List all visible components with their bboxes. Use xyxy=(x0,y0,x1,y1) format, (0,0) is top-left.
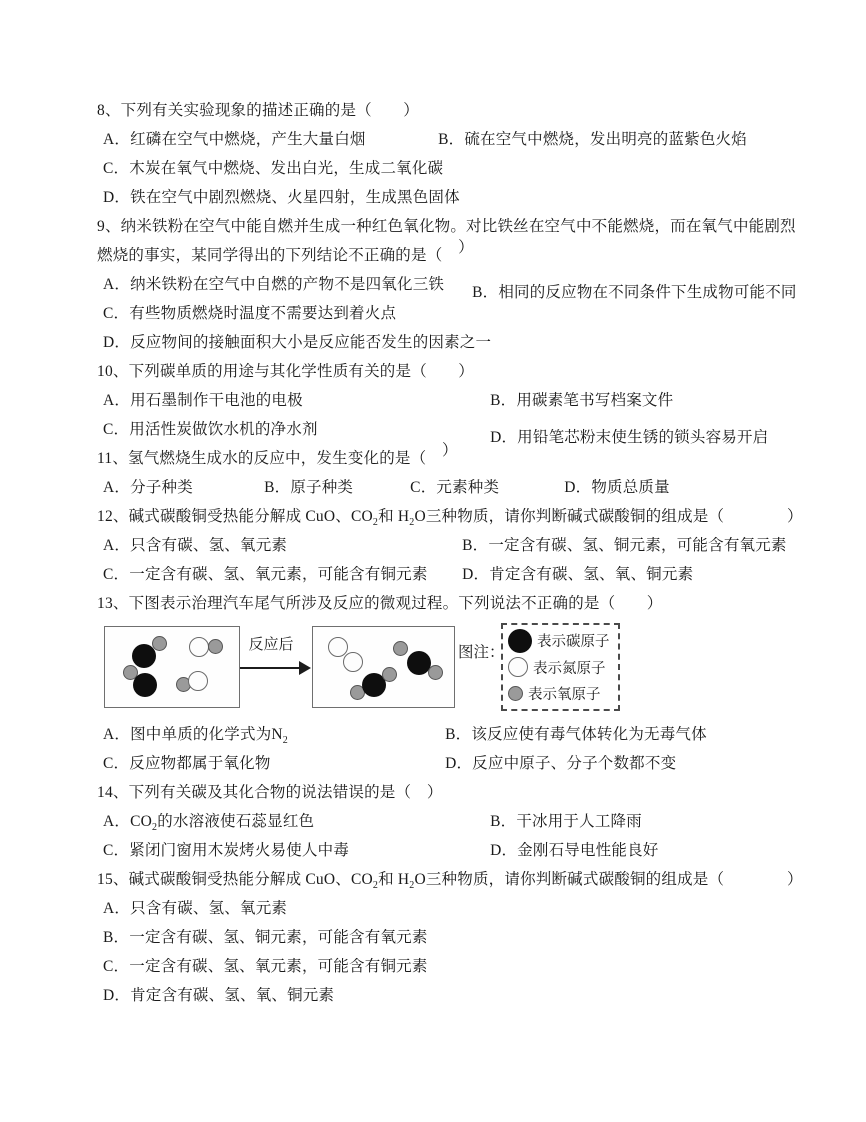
question-8-title: 8、下列有关实验现象的描述正确的是（ ） xyxy=(97,102,419,119)
question-10-option-b: B．用碳素笔书写档案文件 xyxy=(490,392,674,409)
after-reaction-box xyxy=(312,626,455,708)
question-15 xyxy=(97,865,808,1010)
nitrogen-atom xyxy=(343,652,363,672)
question-14-option-d: D．金刚石导电性能良好 xyxy=(490,842,659,859)
question-14-option-b: B．干冰用于人工降雨 xyxy=(490,813,642,830)
question-12-option-c: C．一定含有碳、氢、氧元素，可能含有铜元素 xyxy=(103,566,428,583)
question-14-options-ab xyxy=(97,807,808,836)
question-15-option-a: A．只含有碳、氢、氧元素 xyxy=(103,900,288,917)
legend-row-oxygen xyxy=(508,681,613,706)
question-9-option-c: C．有些物质燃烧时温度不需要达到着火点 xyxy=(103,305,397,322)
question-8-options-ab xyxy=(97,125,808,154)
question-10 xyxy=(97,357,808,444)
question-12-option-a: A．只含有碳、氢、氧元素 xyxy=(103,537,288,554)
question-13-options-ab xyxy=(97,720,808,749)
nitrogen-atom xyxy=(188,671,208,691)
question-15-option-b: B．一定含有碳、氢、铜元素，可能含有氧元素 xyxy=(103,929,428,946)
legend-carbon-label: 表示碳原子 xyxy=(537,634,610,650)
legend-nitrogen-label: 表示氮原子 xyxy=(533,660,606,677)
question-10-option-c: C．用活性炭做饮水机的净水剂 xyxy=(103,421,318,438)
question-14 xyxy=(97,778,808,865)
question-14-title: 14、下列有关碳及其化合物的说法错误的是（ ） xyxy=(97,784,443,801)
reaction-diagram xyxy=(97,618,808,720)
arrow-line xyxy=(240,667,302,669)
oxygen-atom-icon xyxy=(508,686,523,701)
question-10-option-d: D．用铅笔芯粉末使生锈的锁头容易开启 xyxy=(490,429,769,446)
oxygen-atom xyxy=(208,639,223,654)
question-10-options-cd xyxy=(97,415,808,444)
arrow-head-icon xyxy=(299,661,311,675)
question-12-option-d: D．肯定含有碳、氢、氧、铜元素 xyxy=(462,566,694,583)
question-13-options-cd xyxy=(97,749,808,778)
question-9-close-paren: ） xyxy=(458,239,474,256)
legend-row-nitrogen xyxy=(508,655,613,680)
question-13-option-c: C．反应物都属于氧化物 xyxy=(103,755,271,772)
oxygen-atom xyxy=(152,636,167,651)
legend-row-carbon xyxy=(508,628,613,653)
question-11-close-paren: ） xyxy=(442,442,458,459)
question-12-option-b: B．一定含有碳、氢、铜元素，可能含有氧元素 xyxy=(462,537,787,554)
question-12-options-cd xyxy=(97,560,808,589)
question-9-title-line2 xyxy=(97,241,808,270)
question-13-option-d: D．反应中原子、分子个数都不变 xyxy=(445,755,677,772)
question-13-title: 13、下图表示治理汽车尾气所涉及反应的微观过程。下列说法不正确的是（ ） xyxy=(97,595,663,612)
before-reaction-box xyxy=(104,626,240,708)
question-9-option-b: B．相同的反应物在不同条件下生成物可能不同 xyxy=(472,284,797,301)
question-15-option-c: C．一定含有碳、氢、氧元素，可能含有铜元素 xyxy=(103,958,428,975)
question-10-option-a: A．用石墨制作干电池的电极 xyxy=(103,392,303,409)
reaction-arrow xyxy=(240,626,312,708)
question-8-option-d: D．铁在空气中剧烈燃烧、火星四射，生成黑色固体 xyxy=(103,189,460,206)
question-13-option-b: B．该反应使有毒气体转化为无毒气体 xyxy=(445,726,707,743)
question-9-title-line2-text: 燃烧的事实，某同学得出的下列结论不正确的是（ xyxy=(97,247,459,264)
oxygen-atom xyxy=(428,665,443,680)
question-11-title-text: 11、氢气燃烧生成水的反应中，发生变化的是（ xyxy=(97,450,443,467)
question-11-option-c: C．元素种类 xyxy=(410,479,500,496)
question-10-options-ab xyxy=(97,386,808,415)
question-11-option-d: D．物质总质量 xyxy=(564,479,670,496)
reaction-arrow-label: 反应后 xyxy=(248,637,294,653)
nitrogen-atom-icon xyxy=(508,657,528,677)
legend-oxygen-label: 表示氧原子 xyxy=(528,687,601,703)
question-10-title: 10、下列碳单质的用途与其化学性质有关的是（ ） xyxy=(97,363,475,380)
diagram-legend-box xyxy=(501,623,620,711)
legend-title: 图注： xyxy=(458,644,505,661)
question-13 xyxy=(97,589,808,778)
nitrogen-atom xyxy=(189,637,209,657)
question-15-title: 15、碱式碳酸铜受热能分解成 CuO、$CO_2$和 $H_2O$三种物质，请你判断碱式碳酸铜的组成是（ ） xyxy=(97,871,803,892)
oxygen-atom xyxy=(382,667,397,682)
question-13-option-a: A．图中单质的化学式为$N_2$ xyxy=(103,726,288,747)
question-11-options xyxy=(97,473,808,502)
carbon-atom xyxy=(133,673,157,697)
question-14-option-a: A．$CO_2$的水溶液使石蕊显红色 xyxy=(103,813,315,834)
question-9-title-line1: 9、纳米铁粉在空气中能自燃并生成一种红色氧化物。对比铁丝在空气中不能燃烧，而在氧气中能剧烈 xyxy=(97,218,796,235)
question-9-option-d: D．反应物间的接触面积大小是反应能否发生的因素之一 xyxy=(103,334,492,351)
question-8-option-a: A．红磷在空气中燃烧，产生大量白烟 xyxy=(103,131,366,148)
question-9 xyxy=(97,212,808,357)
question-12-title: 12、碱式碳酸铜受热能分解成 CuO、$CO_2$和 $H_2O$三种物质，请你判断碱式碳酸铜的组成是（ ） xyxy=(97,508,803,529)
oxygen-atom xyxy=(393,641,408,656)
question-8-option-b: B．硫在空气中燃烧，发出明亮的蓝紫色火焰 xyxy=(438,131,747,148)
question-11 xyxy=(97,444,808,502)
question-11-option-b: B．原子种类 xyxy=(264,479,354,496)
question-14-options-cd xyxy=(97,836,808,865)
question-11-option-a: A．分子种类 xyxy=(103,479,193,496)
question-9-option-a: A．纳米铁粉在空气中自燃的产物不是四氧化三铁 xyxy=(103,276,445,293)
question-12 xyxy=(97,502,808,589)
carbon-atom-icon xyxy=(508,629,532,653)
question-8 xyxy=(97,96,808,212)
question-8-option-c: C．木炭在氧气中燃烧、发出白光，生成二氧化碳 xyxy=(103,160,444,177)
question-15-option-d: D．肯定含有碳、氢、氧、铜元素 xyxy=(103,987,335,1004)
question-9-options-ab xyxy=(97,270,808,299)
question-12-options-ab xyxy=(97,531,808,560)
question-14-option-c: C．紧闭门窗用木炭烤火易使人中毒 xyxy=(103,842,350,859)
